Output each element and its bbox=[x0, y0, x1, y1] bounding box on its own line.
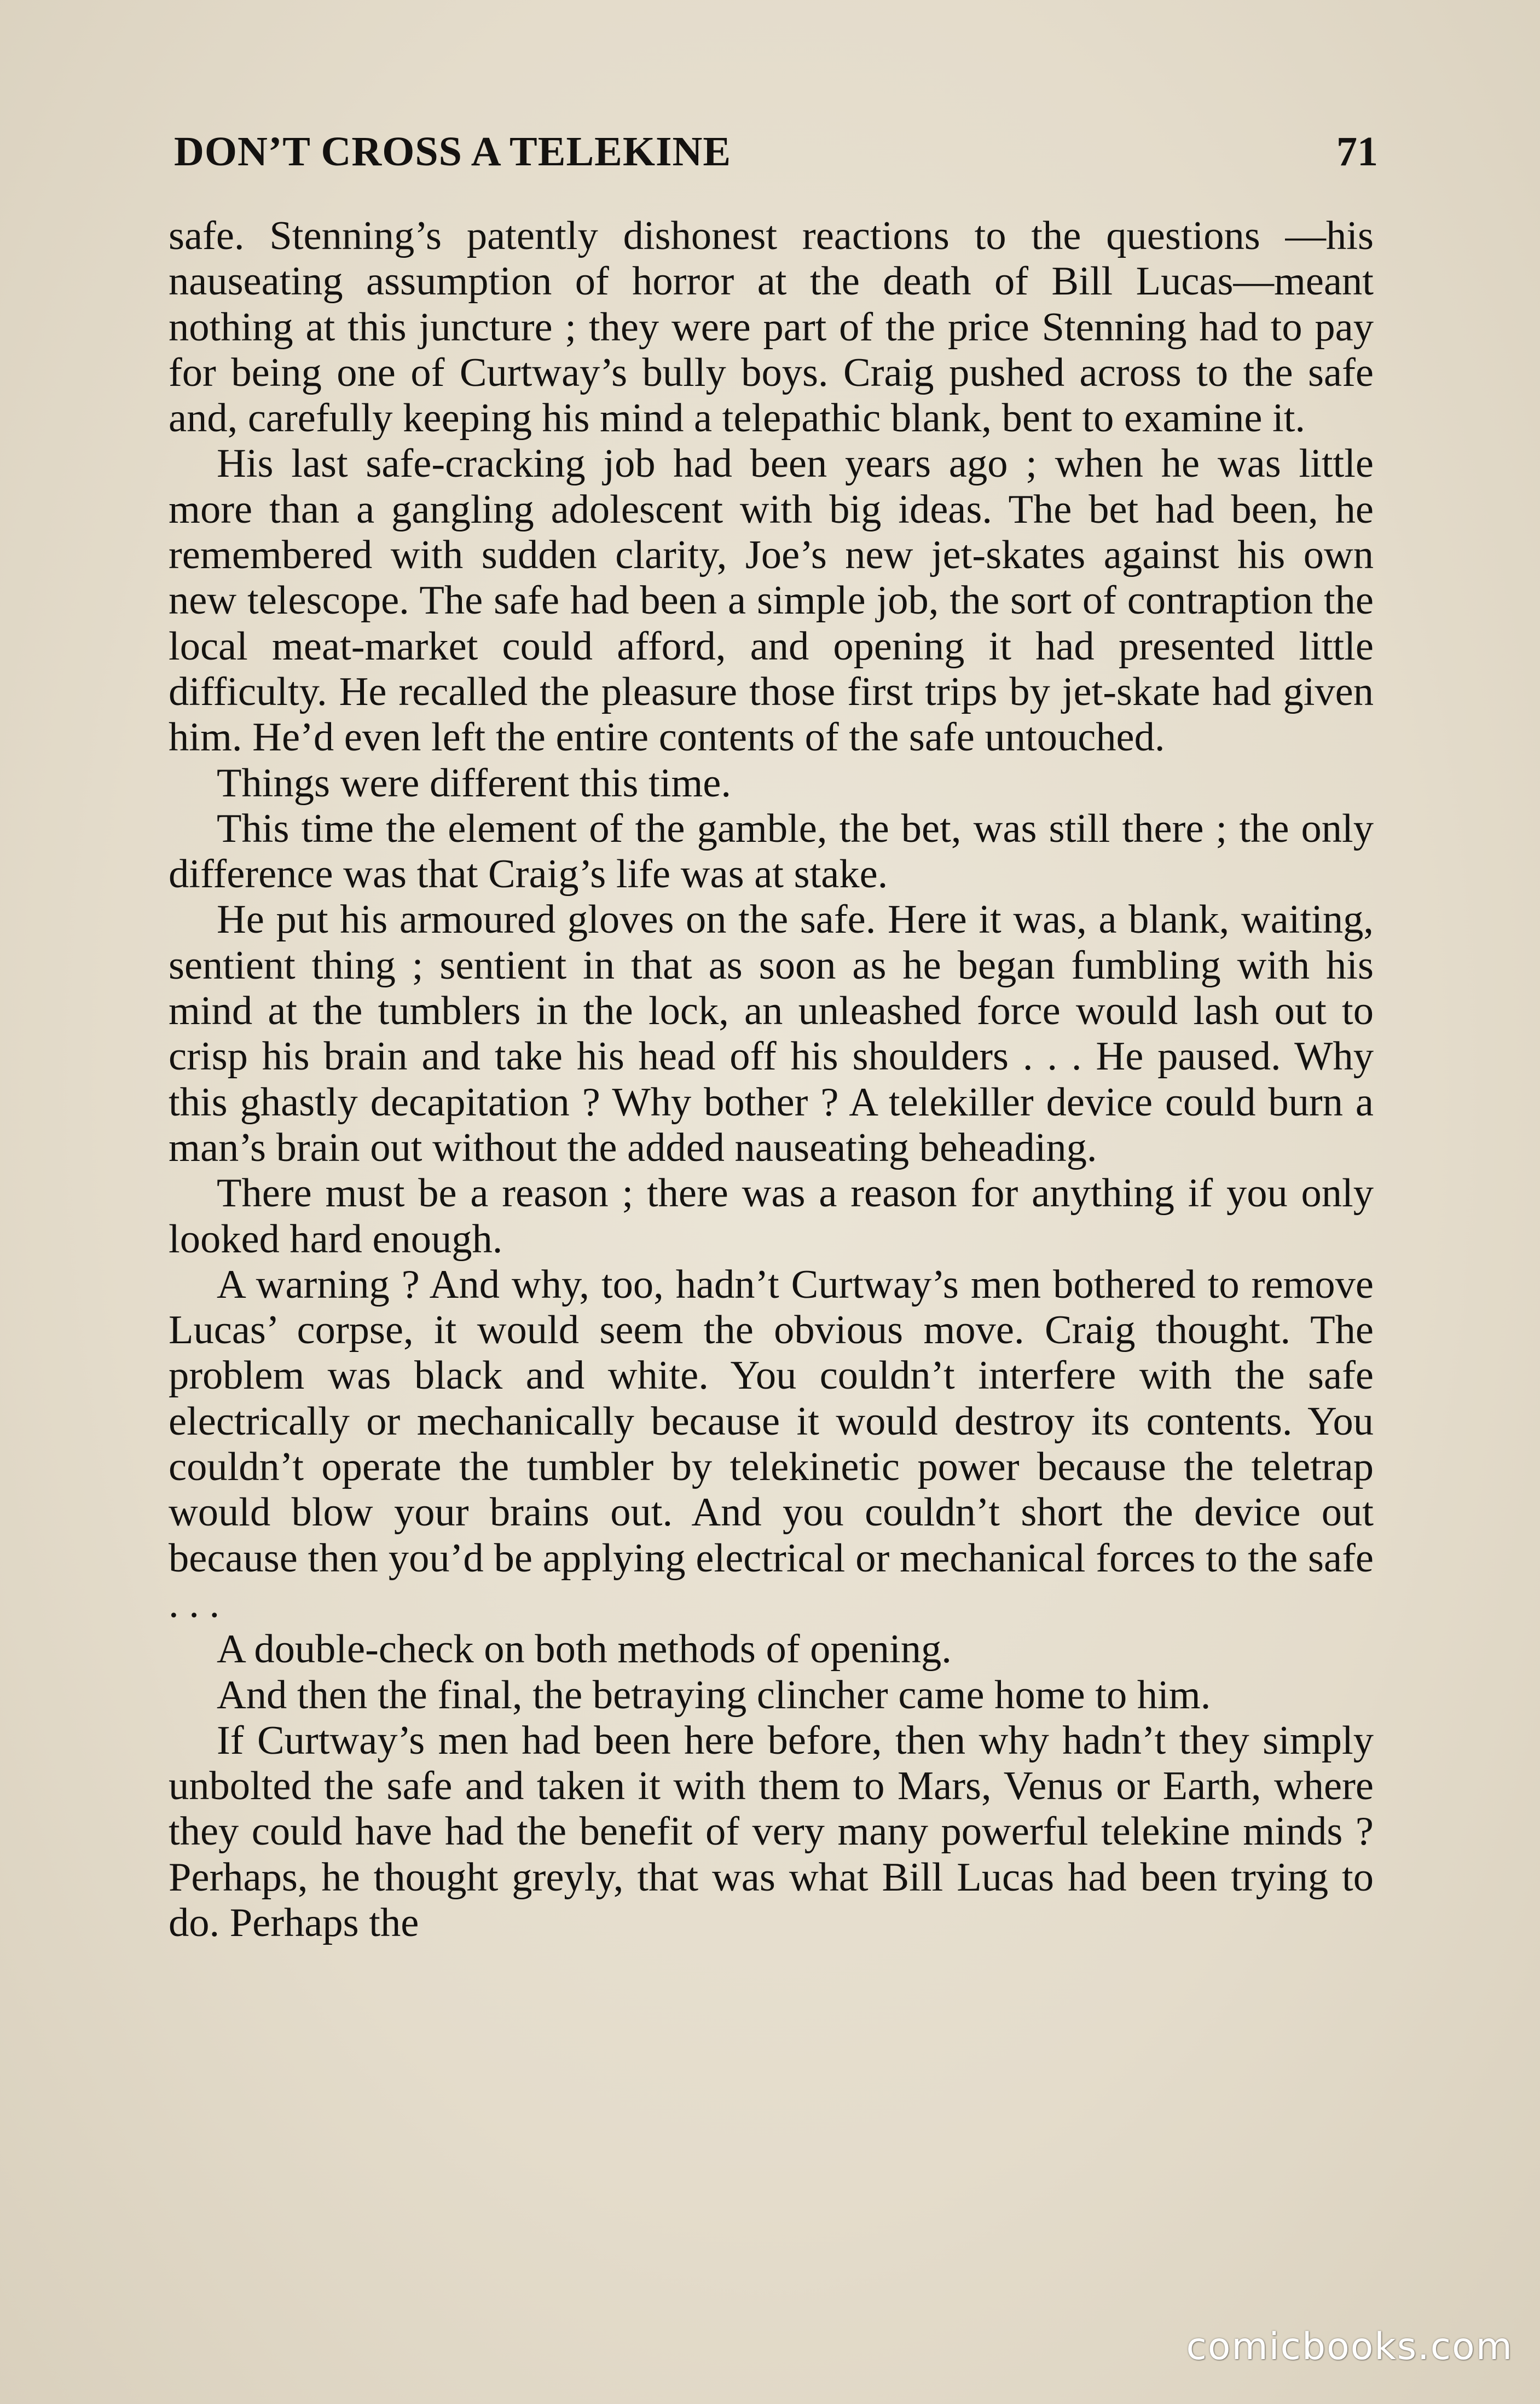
page-number: 71 bbox=[1336, 129, 1378, 175]
paragraph: He put his armoured gloves on the safe. Here it was, a blank, waiting, sentient thing ; sentient in that as soon as he began fumbling with his mind at the tumblers in the lock, an unleashed force would lash out to crisp his brain and take his head off his shoulders . . . He paused. Why this ghastly decapitation ? Why bother ? A telekiller device could burn a man’s brain out without the added nauseating beheading. bbox=[169, 897, 1374, 1170]
paragraph: Things were different this time. bbox=[217, 760, 731, 806]
paragraph: If Curtway’s men had been here before, then why hadn’t they simply unbolted the safe and taken it with them to Mars, Venus or Earth, where they could have had the benefit of very many powerful telekine minds ? Perhaps, he thought greyly, that was what Bill Lucas had been trying to do. Perhaps the bbox=[169, 1718, 1374, 1945]
body-text bbox=[169, 213, 1374, 1946]
page-header bbox=[174, 122, 1378, 182]
paragraph: safe. Stenning’s patently dishonest reactions to the questions —his nauseating assumption of horror at the death of Bill Lucas—meant nothing at this juncture ; they were part of the price Stenning had to pay for being one of Curtway’s bully boys. Craig pushed across to the safe and, carefully keeping his mind a telepathic blank, bent to examine it. bbox=[169, 213, 1374, 441]
paragraph: A double-check on both methods of opening. bbox=[217, 1627, 952, 1672]
paragraph: This time the element of the gamble, the bet, was still there ; the only difference was that Craig’s life was at stake. bbox=[169, 806, 1374, 897]
paragraph: His last safe-cracking job had been years ago ; when he was little more than a gangling adolescent with big ideas. The bet had been, he remembered with sudden clarity, Joe’s new jet-skates against his own new telescope. The safe had been a simple job, the sort of contraption the local meat-market could afford, and opening it had presented little difficulty. He recalled the pleasure those first trips by jet-skate had given him. He’d even left the entire contents of the safe untouched. bbox=[169, 441, 1374, 760]
paragraph: There must be a reason ; there was a reason for anything if you only looked hard enough. bbox=[169, 1171, 1374, 1262]
running-head: DON’T CROSS A TELEKINE bbox=[174, 129, 732, 175]
site-watermark: comicbooks.com bbox=[1186, 2325, 1513, 2368]
paragraph: A warning ? And why, too, hadn’t Curtway’s men bothered to remove Lucas’ corpse, it would seem the obvious move. Craig thought. The problem was black and white. You couldn’t interfere with the safe electrically or mechanically because it would destroy its contents. You couldn’t operate the tumbler by telekinetic power because the teletrap would blow your brains out. And you couldn’t short the device out because then you’d be applying electrical or mechanical forces to the safe . . . bbox=[169, 1262, 1374, 1626]
paragraph: And then the final, the betraying clincher came home to him. bbox=[217, 1672, 1211, 1718]
